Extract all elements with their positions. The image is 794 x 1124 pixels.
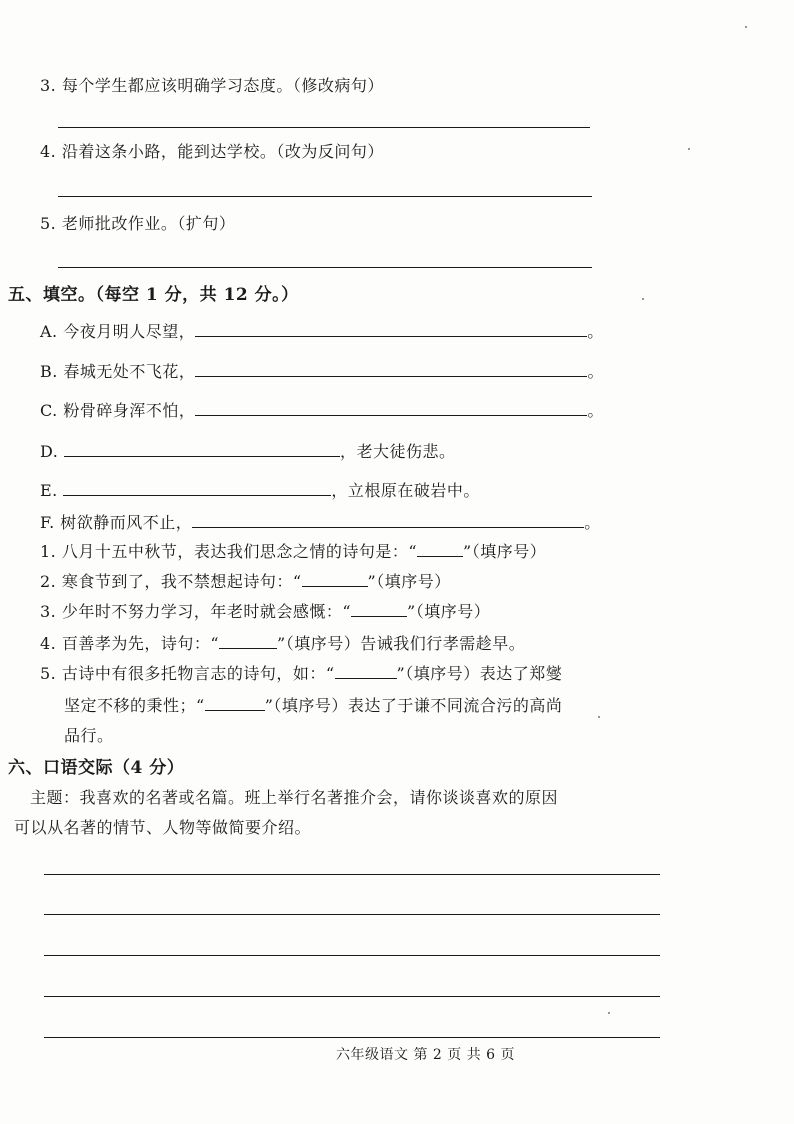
poem-question-1-tail: ”（填序号） xyxy=(463,542,547,561)
scan-speck xyxy=(688,148,690,150)
fill-item-e-text: ，立根原在破岩中。 xyxy=(331,481,480,500)
fill-item-b xyxy=(40,362,604,382)
poem-question-5-line3: 品行。 xyxy=(64,726,114,745)
fill-item-b-text: B. 春城无处不飞花， xyxy=(40,362,196,381)
poem-question-3-tail: ”（填序号） xyxy=(407,602,491,621)
question-4-4: 4. 沿着这条小路，能到达学校。（改为反问句） xyxy=(40,142,384,161)
fill-item-b-period: 。 xyxy=(587,362,604,381)
fill-item-d xyxy=(40,442,455,462)
question-4-5: 5. 老师批改作业。（扩句） xyxy=(40,214,236,233)
poem-question-3-text: 3. 少年时不努力学习，年老时就会感慨：“ xyxy=(40,602,352,621)
fill-blank-c[interactable] xyxy=(195,401,587,416)
poem-question-5-line2-text: 坚定不移的秉性；“ xyxy=(64,696,205,715)
answer-line-4-3[interactable] xyxy=(58,127,590,128)
fill-item-f-period: 。 xyxy=(584,513,601,532)
poem-question-3 xyxy=(40,602,490,622)
poem-question-2-blank[interactable] xyxy=(302,572,368,587)
poem-question-4-text: 4. 百善孝为先，诗句：“ xyxy=(40,634,220,653)
answer-line-4-4[interactable] xyxy=(58,196,592,197)
scan-speck xyxy=(745,26,747,28)
scan-speck xyxy=(598,716,600,718)
poem-question-5-mid: ”（填序号）表达了郑燮 xyxy=(396,664,563,683)
poem-question-5-blank-a[interactable] xyxy=(335,664,397,679)
writing-line-4[interactable] xyxy=(44,996,660,997)
scan-speck xyxy=(642,298,644,300)
fill-item-e xyxy=(40,481,480,501)
section-6-prompt-line2: 可以从名著的情节、人物等做简要介绍。 xyxy=(14,818,312,837)
fill-item-a-text: A. 今夜月明人尽望， xyxy=(40,322,196,341)
fill-item-c xyxy=(40,401,604,421)
fill-item-d-text: ，老大徒伤悲。 xyxy=(339,442,456,461)
fill-item-a-period: 。 xyxy=(587,322,604,341)
section-6-heading: 六、口语交际（4 分） xyxy=(8,758,185,778)
poem-question-4-tail: ”（填序号）告诫我们行孝需趁早。 xyxy=(277,634,526,653)
answer-line-4-5[interactable] xyxy=(58,267,592,268)
writing-line-1[interactable] xyxy=(44,874,660,875)
fill-blank-f[interactable] xyxy=(192,513,584,528)
poem-question-5-blank-b[interactable] xyxy=(205,696,265,711)
poem-question-5-text: 5. 古诗中有很多托物言志的诗句，如：“ xyxy=(40,664,335,683)
page-footer: 六年级语文 第 2 页 共 6 页 xyxy=(336,1047,516,1063)
poem-question-4 xyxy=(40,634,525,654)
scan-speck xyxy=(608,1012,610,1014)
writing-line-3[interactable] xyxy=(44,955,660,956)
question-4-3: 3. 每个学生都应该明确学习态度。（修改病句） xyxy=(40,76,384,95)
poem-question-3-blank[interactable] xyxy=(351,602,407,617)
fill-item-a xyxy=(40,322,604,342)
poem-question-1 xyxy=(40,542,546,562)
poem-question-1-text: 1. 八月十五中秋节，表达我们思念之情的诗句是：“ xyxy=(40,542,418,561)
poem-question-2-tail: ”（填序号） xyxy=(367,572,451,591)
poem-question-5-line2 xyxy=(64,696,562,716)
fill-item-f xyxy=(40,513,601,533)
poem-question-1-blank[interactable] xyxy=(417,542,463,557)
fill-item-c-period: 。 xyxy=(587,401,604,420)
poem-question-2-text: 2. 寒食节到了，我不禁想起诗句：“ xyxy=(40,572,302,591)
fill-item-e-label: E. xyxy=(40,481,58,500)
fill-blank-a[interactable] xyxy=(195,322,587,337)
fill-item-d-label: D. xyxy=(40,442,59,461)
fill-blank-b[interactable] xyxy=(195,362,587,377)
writing-line-5[interactable] xyxy=(44,1037,660,1038)
poem-question-5 xyxy=(40,664,562,684)
fill-blank-e[interactable] xyxy=(63,481,331,496)
fill-item-c-text: C. 粉骨碎身浑不怕， xyxy=(40,401,196,420)
writing-line-2[interactable] xyxy=(44,914,660,915)
section-6-prompt-line1: 主题：我喜欢的名著或名篇。班上举行名著推介会，请你谈谈喜欢的原因 xyxy=(30,788,559,807)
section-5-heading: 五、填空。（每空 1 分，共 12 分。） xyxy=(8,285,299,305)
poem-question-4-blank[interactable] xyxy=(219,634,277,649)
fill-item-f-text: F. 树欲静而风不止， xyxy=(40,513,193,532)
fill-blank-d[interactable] xyxy=(64,442,340,457)
poem-question-2 xyxy=(40,572,451,592)
poem-question-5-line2-tail: ”（填序号）表达了于谦不同流合污的高尚 xyxy=(264,696,563,715)
